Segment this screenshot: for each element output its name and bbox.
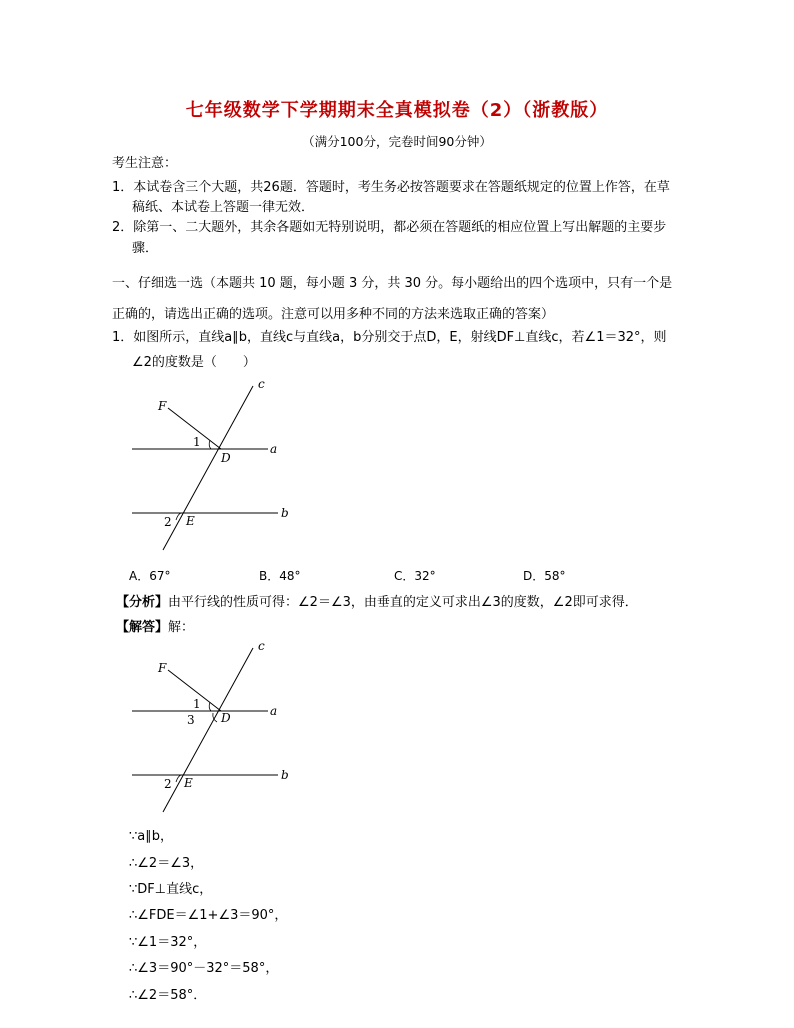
option-d: D．58° bbox=[523, 569, 566, 583]
option-c: C．32° bbox=[394, 569, 436, 583]
label-1: 1 bbox=[193, 697, 201, 711]
exam-subtitle: （满分100分，完卷时间90分钟） bbox=[302, 134, 492, 149]
label-c: c bbox=[258, 639, 265, 653]
solution-step-3: ∵DF⊥直线c， bbox=[129, 882, 213, 897]
solution-figure bbox=[120, 636, 305, 820]
section-1-line-1: 一、仔细选一选（本题共 10 题，每小题 3 分，共 30 分。每小题给出的四个选项中，只有一个是 bbox=[112, 276, 673, 291]
line-c bbox=[163, 648, 253, 812]
label-a: a bbox=[270, 704, 278, 718]
note-1-line-1: 1．本试卷含三个大题，共26题．答题时，考生务必按答题要求在答题纸规定的位置上作答，在草 bbox=[112, 180, 670, 195]
solution-step-5: ∵∠1＝32°， bbox=[129, 935, 207, 950]
label-2: 2 bbox=[164, 515, 172, 529]
analysis-line bbox=[116, 593, 638, 613]
option-b: B．48° bbox=[259, 569, 301, 583]
analysis-text: 由平行线的性质可得：∠2＝∠3，由垂直的定义可求出∠3的度数，∠2即可求得． bbox=[168, 595, 638, 610]
solution-step-2: ∴∠2＝∠3， bbox=[129, 856, 204, 871]
notes-heading: 考生注意： bbox=[112, 156, 178, 171]
note-1-line-2: 稿纸、本试卷上答题一律无效． bbox=[132, 200, 315, 215]
question-1-line-2: ∠2的度数是（ ） bbox=[132, 355, 256, 370]
question-1-line-1: 1．如图所示，直线a∥b，直线c与直线a，b分别交于点D，E，射线DF⊥直线c，若∠1＝32°，则 bbox=[112, 330, 667, 345]
label-e: E bbox=[186, 514, 195, 528]
solution-step-4: ∴∠FDE＝∠1+∠3＝90°， bbox=[129, 908, 288, 923]
exam-title: 七年级数学下学期期末全真模拟卷（2）（浙教版） bbox=[185, 100, 609, 121]
option-a: A．67° bbox=[129, 569, 171, 583]
label-b: b bbox=[281, 768, 289, 782]
solution-step-7: ∴∠2＝58°． bbox=[129, 988, 207, 1003]
label-3: 3 bbox=[187, 713, 195, 727]
question-figure bbox=[120, 374, 305, 558]
label-b: b bbox=[281, 506, 289, 520]
label-1: 1 bbox=[193, 435, 201, 449]
solution-step-6: ∴∠3＝90°－32°＝58°， bbox=[129, 961, 279, 976]
solution-text: 解： bbox=[168, 620, 195, 635]
solution-line bbox=[116, 618, 194, 638]
note-2-line-1: 2．除第一、二大题外，其余各题如无特别说明，都必须在答题纸的相应位置上写出解题的主要步 bbox=[112, 220, 667, 235]
label-e: E bbox=[184, 776, 193, 790]
analysis-tag: 【分析】 bbox=[116, 595, 169, 610]
section-1-line-2: 正确的，请选出正确的选项。注意可以用多种不同的方法来选取正确的答案） bbox=[112, 307, 555, 322]
line-c bbox=[163, 386, 253, 550]
label-c: c bbox=[258, 377, 265, 391]
solution-step-1: ∵a∥b， bbox=[129, 829, 173, 844]
label-a: a bbox=[270, 442, 278, 456]
label-f: F bbox=[158, 399, 167, 413]
label-d: D bbox=[221, 711, 231, 725]
solution-tag: 【解答】 bbox=[116, 620, 169, 635]
note-2-line-2: 骤． bbox=[132, 241, 159, 256]
label-d: D bbox=[221, 451, 231, 465]
label-f: F bbox=[158, 661, 167, 675]
label-2: 2 bbox=[164, 777, 172, 791]
